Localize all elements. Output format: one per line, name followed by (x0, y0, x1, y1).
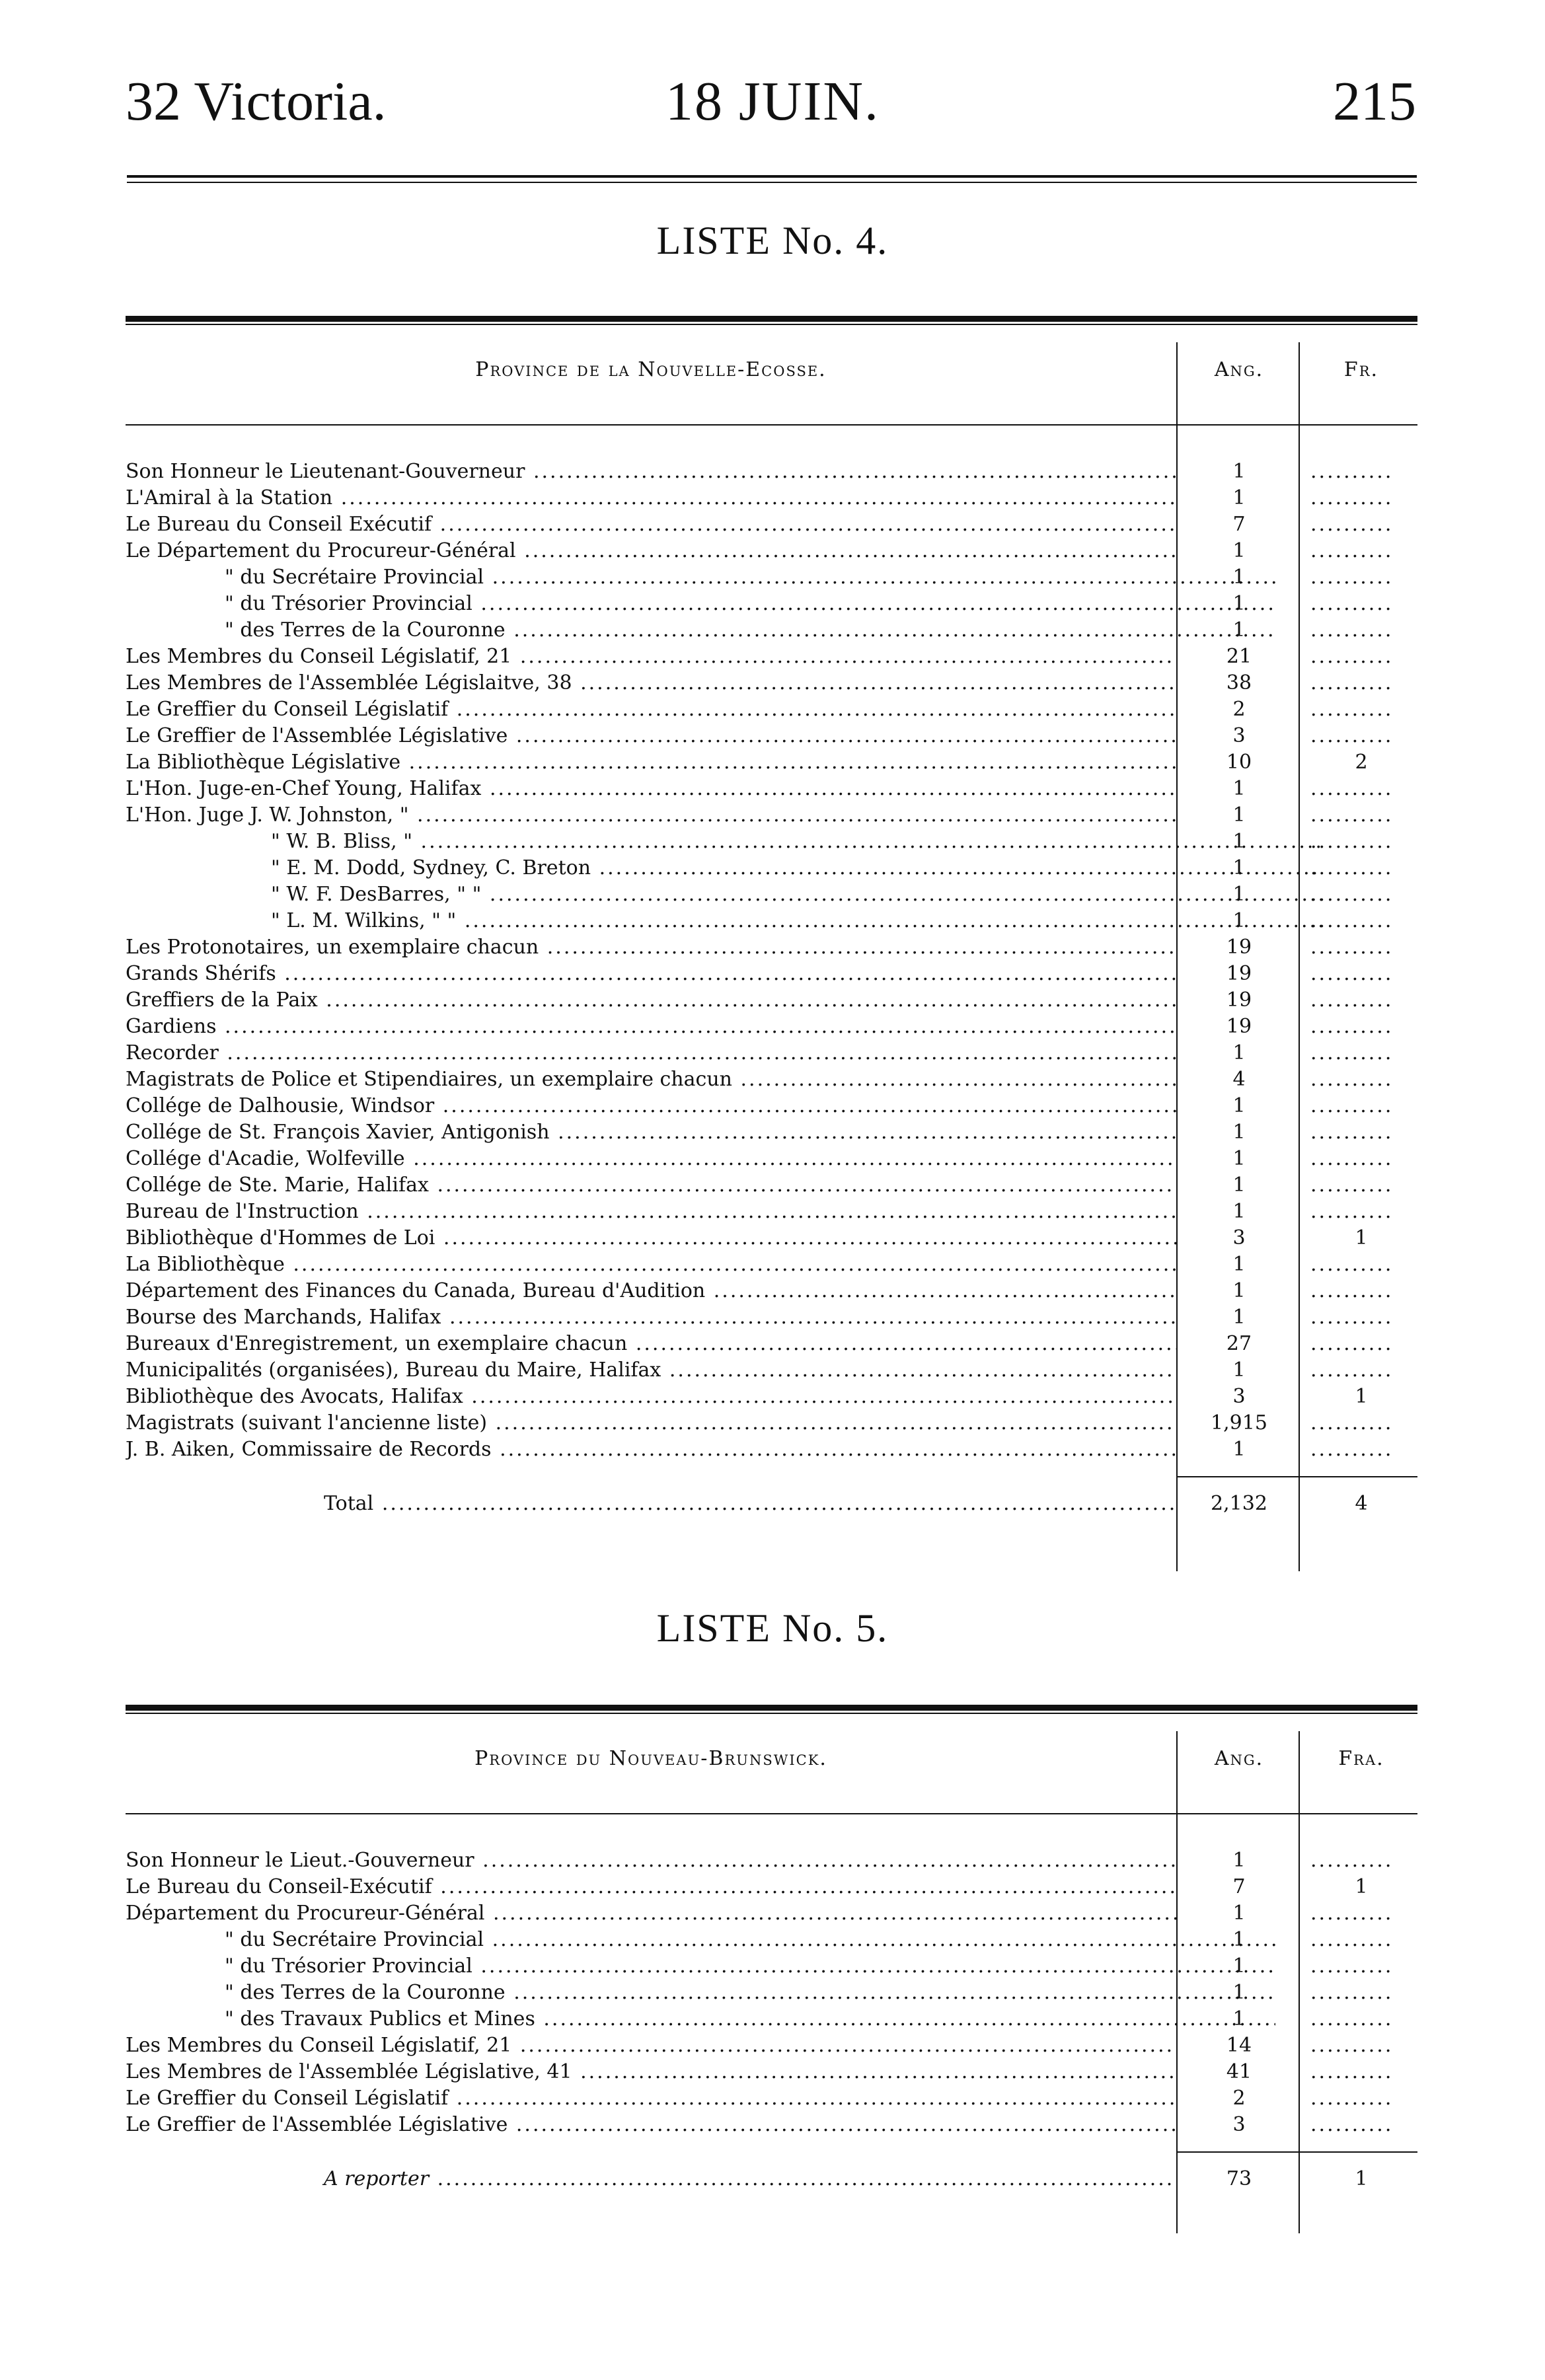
row-ang-count: 1 (1232, 830, 1246, 853)
table-row (126, 1199, 1417, 1225)
table-row (126, 1093, 1417, 1119)
row-label: " du Secrétaire Provincial ..... (126, 1927, 1275, 1953)
table-row (126, 591, 1417, 617)
table-row (126, 459, 1417, 485)
row-label: Le Greffier de l'Assemblée Législative ..... (126, 723, 1176, 749)
column-divider (1176, 342, 1178, 1571)
row-fr-count: 1 (1355, 1875, 1368, 1898)
row-ang-count: 2 (1232, 2087, 1246, 2110)
row-fr-count: .......... (1310, 1068, 1394, 1091)
table-row (126, 696, 1417, 723)
table-row (126, 1146, 1417, 1172)
row-ang-count: 1 (1232, 1121, 1246, 1144)
table-row (126, 1172, 1417, 1199)
row-fr-count: .......... (1310, 513, 1394, 536)
row-fr-count: .......... (1310, 856, 1394, 879)
row-fr-count: .......... (1310, 460, 1394, 483)
row-ang-count: 1 (1232, 909, 1246, 932)
column-header-ang: Ang. (1214, 1747, 1264, 1770)
row-fr-count: .......... (1310, 592, 1394, 615)
row-fr-count: .......... (1310, 1041, 1394, 1064)
row-fr-count: .......... (1310, 803, 1394, 827)
row-ang-count: 7 (1232, 513, 1246, 536)
row-label: Le Bureau du Conseil-Exécutif ..... (126, 1874, 1176, 1900)
table-row (126, 961, 1417, 987)
row-ang-count: 1 (1232, 777, 1246, 800)
table-header (126, 1714, 1417, 1813)
row-fr-count: .......... (1310, 1981, 1394, 2004)
row-fr-count: .......... (1310, 1358, 1394, 1382)
row-label: La Bibliothèque ..... (126, 1251, 1176, 1278)
carry-forward-row (126, 2153, 1417, 2206)
row-ang-count: 41 (1226, 2060, 1252, 2083)
table-row (126, 2059, 1417, 2085)
row-ang-count: 3 (1232, 1226, 1246, 1249)
row-label: " W. B. Bliss, " ..... (126, 829, 1322, 855)
row-fr-count: .......... (1310, 1015, 1394, 1038)
column-divider (1299, 342, 1300, 1571)
row-label: Bibliothèque des Avocats, Halifax ..... (126, 1384, 1176, 1410)
row-ang-count: 19 (1226, 936, 1252, 959)
page-number: 215 (1333, 71, 1416, 132)
row-ang-count: 1 (1232, 566, 1246, 589)
row-fr-count: .......... (1310, 883, 1394, 906)
table-row (126, 2112, 1417, 2138)
row-ang-count: 1 (1232, 592, 1246, 615)
row-ang-count: 4 (1232, 1068, 1246, 1091)
row-fr-count: .......... (1310, 1928, 1394, 1951)
column-header-fra: Fra. (1338, 1747, 1384, 1770)
row-ang-count: 38 (1226, 671, 1252, 694)
row-fr-count: 1 (1355, 1385, 1368, 1408)
row-label: Département des Finances du Canada, Bureau d'Audition ..... (126, 1278, 1176, 1304)
total-row (126, 1477, 1417, 1530)
row-label: La Bibliothèque Législative ..... (126, 749, 1176, 776)
row-fr-count: .......... (1310, 1438, 1394, 1461)
row-ang-count: 2 (1232, 698, 1246, 721)
row-label: Les Membres du Conseil Législatif, 21 ..... (126, 2032, 1176, 2059)
row-label: " W. F. DesBarres, " " ..... (126, 881, 1322, 908)
row-fr-count: .......... (1310, 936, 1394, 959)
row-fr-count: .......... (1310, 486, 1394, 509)
row-fr-count: .......... (1310, 645, 1394, 668)
row-label: Son Honneur le Lieut.-Gouverneur ..... (126, 1847, 1176, 1874)
total-label: Total ..... (126, 1477, 1176, 1530)
header-rule-thin (127, 182, 1417, 183)
row-fr-count: .......... (1310, 777, 1394, 800)
carry-forward-fr: 1 (1355, 2167, 1368, 2190)
row-fr-count: .......... (1310, 1411, 1394, 1434)
table-row (126, 1066, 1417, 1093)
row-label: Le Greffier du Conseil Législatif ..... (126, 2085, 1176, 2112)
table-row (126, 776, 1417, 802)
table-row (126, 1927, 1417, 1953)
table-row (126, 485, 1417, 511)
row-ang-count: 21 (1226, 645, 1252, 668)
row-ang-count: 27 (1226, 1332, 1252, 1355)
row-label: Les Membres de l'Assemblée Législaitve, 38 ..... (126, 670, 1176, 696)
table-row (126, 2032, 1417, 2059)
row-fr-count: .......... (1310, 1173, 1394, 1197)
row-ang-count: 19 (1226, 962, 1252, 985)
row-fr-count: .......... (1310, 2087, 1394, 2110)
row-ang-count: 19 (1226, 1015, 1252, 1038)
row-label: " des Terres de la Couronne ..... (126, 617, 1275, 644)
row-label: Le Greffier du Conseil Législatif ..... (126, 696, 1176, 723)
header-rule (127, 175, 1417, 178)
total-fr: 4 (1355, 1492, 1368, 1515)
table-row (126, 564, 1417, 591)
column-header-fr: Fr. (1343, 358, 1379, 381)
table-row (126, 1900, 1417, 1927)
row-label: Magistrats (suivant l'ancienne liste) ..... (126, 1410, 1176, 1436)
table-row (126, 2085, 1417, 2112)
row-label: L'Hon. Juge-en-Chef Young, Halifax ..... (126, 776, 1176, 802)
table-row (126, 1384, 1417, 1410)
table-top-rule (126, 316, 1417, 322)
table-row (126, 2006, 1417, 2032)
row-label: Bibliothèque d'Hommes de Loi ..... (126, 1225, 1176, 1251)
table-row (126, 802, 1417, 829)
table-row (126, 881, 1417, 908)
row-label: Bureaux d'Enregistrement, un exemplaire chacun ..... (126, 1331, 1176, 1357)
row-ang-count: 1 (1232, 1173, 1246, 1197)
row-fr-count: .......... (1310, 671, 1394, 694)
list-4-table (126, 316, 1417, 1530)
row-ang-count: 1 (1232, 803, 1246, 827)
table-row (126, 511, 1417, 538)
table-row (126, 723, 1417, 749)
list-5-title: LISTE No. 5. (656, 1606, 889, 1650)
row-label: Son Honneur le Lieutenant-Gouverneur ..... (126, 459, 1176, 485)
row-ang-count: 1 (1232, 1358, 1246, 1382)
row-fr-count: .......... (1310, 1954, 1394, 1978)
row-ang-count: 1 (1232, 1438, 1246, 1461)
table-row (126, 1953, 1417, 1980)
row-ang-count: 1 (1232, 1200, 1246, 1223)
column-divider (1176, 1731, 1178, 2233)
row-ang-count: 1 (1232, 539, 1246, 562)
row-label: L'Amiral à la Station ..... (126, 485, 1176, 511)
table-row (126, 1436, 1417, 1463)
carry-forward-ang: 73 (1226, 2167, 1252, 2190)
row-label: Greffiers de la Paix ..... (126, 987, 1176, 1014)
row-fr-count: .......... (1310, 1902, 1394, 1925)
row-fr-count: .......... (1310, 539, 1394, 562)
table-row (126, 855, 1417, 881)
row-label: Département du Procureur-Général ..... (126, 1900, 1176, 1927)
row-label: " L. M. Wilkins, " " ..... (126, 908, 1322, 934)
row-label: Le Bureau du Conseil Exécutif ..... (126, 511, 1176, 538)
row-label: Grands Shérifs ..... (126, 961, 1176, 987)
list-5-rows (126, 1814, 1417, 2138)
row-fr-count: .......... (1310, 1332, 1394, 1355)
table-row (126, 1847, 1417, 1874)
row-fr-count: .......... (1310, 988, 1394, 1012)
row-ang-count: 1 (1232, 1928, 1246, 1951)
row-ang-count: 1 (1232, 1279, 1246, 1302)
row-label: Collége de Dalhousie, Windsor ..... (126, 1093, 1176, 1119)
row-label: " E. M. Dodd, Sydney, C. Breton ..... (126, 855, 1322, 881)
column-divider (1299, 1731, 1300, 2233)
table-top-rule (126, 1705, 1417, 1711)
row-label: L'Hon. Juge J. W. Johnston, " ..... (126, 802, 1176, 829)
row-label: " du Trésorier Provincial ..... (126, 1953, 1275, 1980)
session-label: 32 Victoria. (126, 71, 387, 132)
row-label: " des Travaux Publics et Mines ..... (126, 2006, 1275, 2032)
table-row (126, 829, 1417, 855)
row-fr-count: .......... (1310, 830, 1394, 853)
row-ang-count: 1 (1232, 486, 1246, 509)
row-ang-count: 1,915 (1211, 1411, 1267, 1434)
row-label: Collége de St. François Xavier, Antigonish ..... (126, 1119, 1176, 1146)
row-fr-count: .......... (1310, 1200, 1394, 1223)
row-label: " du Secrétaire Provincial ..... (126, 564, 1275, 591)
list-5-table (126, 1705, 1417, 2206)
row-label: Collége d'Acadie, Wolfeville ..... (126, 1146, 1176, 1172)
row-label: Le Département du Procureur-Général ..... (126, 538, 1176, 564)
row-ang-count: 1 (1232, 618, 1246, 642)
row-ang-count: 1 (1232, 1041, 1246, 1064)
table-row (126, 1331, 1417, 1357)
row-fr-count: .......... (1310, 2034, 1394, 2057)
row-ang-count: 1 (1232, 1902, 1246, 1925)
list-4-rows (126, 426, 1417, 1463)
row-label: Bourse des Marchands, Halifax ..... (126, 1304, 1176, 1331)
row-ang-count: 3 (1232, 724, 1246, 747)
table-row (126, 538, 1417, 564)
row-fr-count: 1 (1355, 1226, 1368, 1249)
table-row (126, 1410, 1417, 1436)
row-fr-count: .......... (1310, 1279, 1394, 1302)
table-row (126, 670, 1417, 696)
row-label: Gardiens ..... (126, 1014, 1176, 1040)
date-label: 18 JUIN. (665, 71, 880, 132)
row-ang-count: 1 (1232, 1954, 1246, 1978)
row-label: Les Membres du Conseil Législatif, 21 ..... (126, 644, 1176, 670)
row-ang-count: 19 (1226, 988, 1252, 1012)
row-fr-count: .......... (1310, 1306, 1394, 1329)
row-label: Collége de Ste. Marie, Halifax ..... (126, 1172, 1176, 1199)
row-fr-count: 2 (1355, 751, 1368, 774)
row-ang-count: 1 (1232, 1253, 1246, 1276)
row-fr-count: .......... (1310, 2007, 1394, 2030)
row-fr-count: .......... (1310, 1849, 1394, 1872)
row-fr-count: .......... (1310, 1253, 1394, 1276)
row-label: Bureau de l'Instruction ..... (126, 1199, 1176, 1225)
table-header (126, 325, 1417, 424)
table-row (126, 908, 1417, 934)
row-fr-count: .......... (1310, 724, 1394, 747)
province-heading: Province du Nouveau-Brunswick. (474, 1747, 827, 1770)
row-fr-count: .......... (1310, 962, 1394, 985)
table-row (126, 749, 1417, 776)
total-ang: 2,132 (1211, 1492, 1267, 1515)
table-row (126, 1014, 1417, 1040)
row-ang-count: 1 (1232, 2007, 1246, 2030)
row-fr-count: .......... (1310, 2113, 1394, 2136)
list-4-title: LISTE No. 4. (656, 219, 889, 262)
column-header-ang: Ang. (1214, 358, 1264, 381)
row-ang-count: 1 (1232, 1849, 1246, 1872)
table-row (126, 644, 1417, 670)
row-label: Les Protonotaires, un exemplaire chacun ..... (126, 934, 1176, 961)
row-fr-count: .......... (1310, 1121, 1394, 1144)
row-label: J. B. Aiken, Commissaire de Records ..... (126, 1436, 1176, 1463)
row-fr-count: .......... (1310, 909, 1394, 932)
row-fr-count: .......... (1310, 2060, 1394, 2083)
row-fr-count: .......... (1310, 698, 1394, 721)
row-label: Recorder ..... (126, 1040, 1176, 1066)
row-fr-count: .......... (1310, 1147, 1394, 1170)
table-row (126, 1278, 1417, 1304)
row-ang-count: 1 (1232, 1981, 1246, 2004)
row-ang-count: 10 (1226, 751, 1252, 774)
carry-forward-label: A reporter ..... (126, 2153, 1176, 2206)
table-row (126, 1040, 1417, 1066)
row-ang-count: 3 (1232, 1385, 1246, 1408)
row-ang-count: 1 (1232, 1306, 1246, 1329)
row-ang-count: 1 (1232, 460, 1246, 483)
table-row (126, 1304, 1417, 1331)
row-ang-count: 3 (1232, 2113, 1246, 2136)
row-label: Municipalités (organisées), Bureau du Maire, Halifax ..... (126, 1357, 1176, 1384)
row-ang-count: 7 (1232, 1875, 1246, 1898)
row-label: Magistrats de Police et Stipendiaires, un exemplaire chacun ..... (126, 1066, 1176, 1093)
table-row (126, 1225, 1417, 1251)
row-ang-count: 14 (1226, 2034, 1252, 2057)
row-fr-count: .......... (1310, 618, 1394, 642)
table-row (126, 1874, 1417, 1900)
row-label: " des Terres de la Couronne ..... (126, 1980, 1275, 2006)
row-ang-count: 1 (1232, 1094, 1246, 1117)
table-row (126, 1251, 1417, 1278)
table-row (126, 1119, 1417, 1146)
table-row (126, 987, 1417, 1014)
table-row (126, 1980, 1417, 2006)
row-fr-count: .......... (1310, 566, 1394, 589)
row-ang-count: 1 (1232, 1147, 1246, 1170)
table-row (126, 934, 1417, 961)
row-ang-count: 1 (1232, 856, 1246, 879)
row-fr-count: .......... (1310, 1094, 1394, 1117)
row-label: " du Trésorier Provincial ..... (126, 591, 1275, 617)
province-heading: Province de la Nouvelle-Ecosse. (475, 358, 827, 381)
row-label: Les Membres de l'Assemblée Législative, 41 ..... (126, 2059, 1176, 2085)
table-row (126, 1357, 1417, 1384)
table-row (126, 617, 1417, 644)
row-ang-count: 1 (1232, 883, 1246, 906)
page-header (0, 71, 1545, 153)
row-label: Le Greffier de l'Assemblée Législative ..... (126, 2112, 1176, 2138)
